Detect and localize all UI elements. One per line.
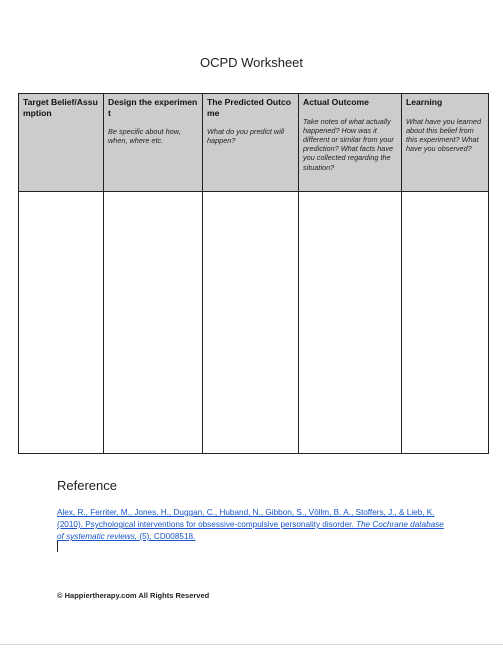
reference-heading: Reference bbox=[57, 478, 117, 493]
text-cursor bbox=[57, 541, 58, 552]
cell-target-belief[interactable] bbox=[19, 192, 104, 454]
column-header-predicted-outcome: The Predicted Outcome What do you predict will happen? bbox=[203, 94, 299, 192]
cell-actual-outcome[interactable] bbox=[299, 192, 402, 454]
citation-end: (5), CD008518. bbox=[139, 532, 196, 541]
table-header-row bbox=[19, 94, 489, 192]
citation-journal: The Cochrane database of systematic reviews, bbox=[57, 520, 444, 541]
cell-predicted-outcome[interactable] bbox=[203, 192, 299, 454]
cell-design-experiment[interactable] bbox=[104, 192, 203, 454]
column-header-learning: Learning What have you learned about this belief from this experiment? What have you observed? bbox=[402, 94, 489, 192]
column-header-actual-outcome: Actual Outcome Take notes of what actually happened? How was it different or similar from your prediction? What facts have you collected regarding the situation? bbox=[299, 94, 402, 192]
citation-main: Alex, R., Ferriter, M., Jones, H., Duggan, C., Huband, N., Gibbon, S., Völlm, B. A., Stoffers, J., & Lieb, K. (2010). Psychological interventions for obsessive-compulsive personality disorder. bbox=[57, 508, 435, 529]
reference-citation-link[interactable] bbox=[57, 507, 449, 543]
cell-learning[interactable] bbox=[402, 192, 489, 454]
column-header-target-belief: Target Belief/Assumption bbox=[19, 94, 104, 192]
table-row bbox=[19, 192, 489, 454]
column-header-design-experiment: Design the experiment Be specific about how, when, where etc. bbox=[104, 94, 203, 192]
footer-copyright: © Happiertherapy.com All Rights Reserved bbox=[57, 591, 210, 600]
worksheet-table bbox=[18, 93, 489, 454]
document-title: OCPD Worksheet bbox=[199, 55, 304, 70]
